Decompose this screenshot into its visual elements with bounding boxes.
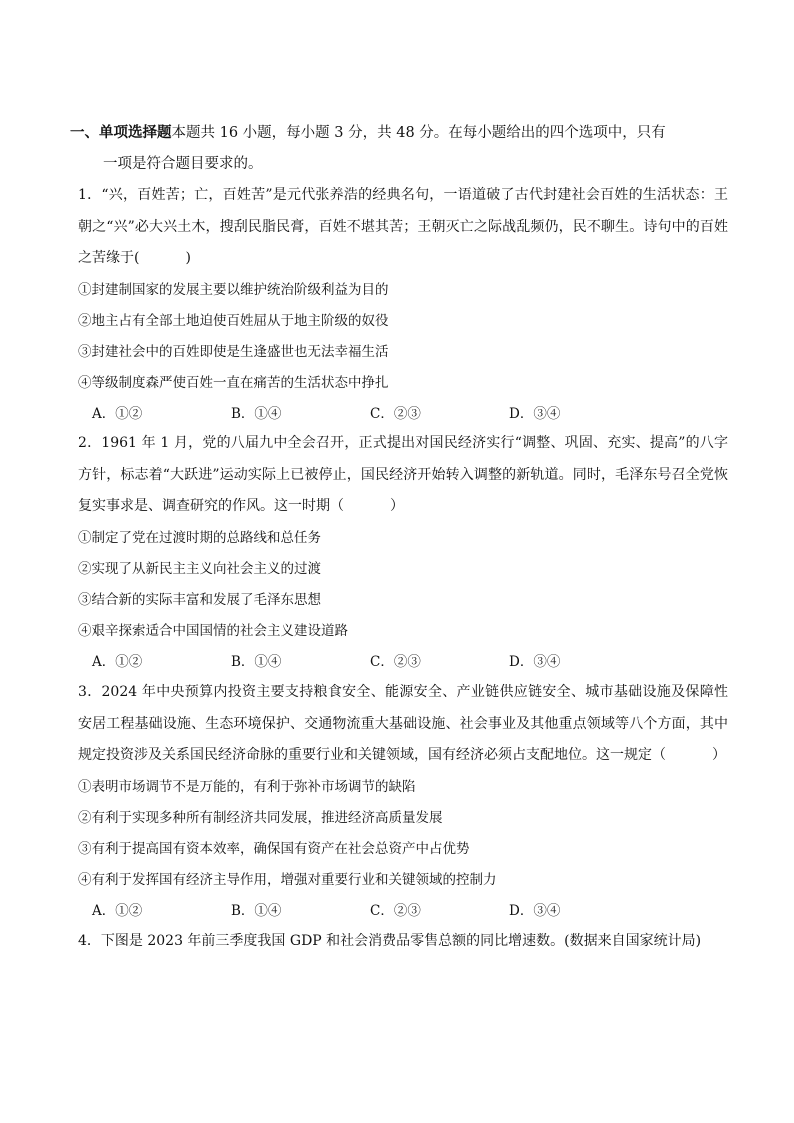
option-statement-2: ②地主占有全部土地迫使百姓屈从于地主阶级的奴役 <box>78 312 389 329</box>
question-4 <box>78 926 728 958</box>
answer-choices <box>78 399 728 430</box>
choice-b[interactable]: B．①④ <box>231 903 282 920</box>
choice-c[interactable]: C．②③ <box>370 406 421 423</box>
option-statement-1: ①封建制国家的发展主要以维护统治阶级利益为目的 <box>78 281 389 298</box>
choice-d[interactable]: D．③④ <box>509 654 561 671</box>
choice-d[interactable]: D．③④ <box>509 406 561 423</box>
section-description-cont: 一项是符合题目要求的。 <box>103 156 263 172</box>
option-statement-3: ③有利于提高国有资本效率，确保国有资产在社会总资产中占优势 <box>78 840 470 857</box>
choice-a[interactable]: A．①② <box>92 903 143 920</box>
choice-c[interactable]: C．②③ <box>370 903 421 920</box>
question-3 <box>78 677 728 927</box>
option-statement-4: ④等级制度森严使百姓一直在痛苦的生活状态中挣扎 <box>78 375 389 392</box>
option-statement-3: ③结合新的实际丰富和发展了毛泽东思想 <box>78 591 321 608</box>
section-description: 本题共 16 小题，每小题 3 分，共 48 分。在每小题给出的四个选项中，只有 <box>171 125 666 141</box>
question-stem: 2．1961 年 1 月，党的八届九中全会召开，正式提出对国民经济实行“调整、巩固、充实、提高”的八字方针，标志着“大跃进”运动实际上已被停止，国民经济开始转入调整的新轨道。同时，毛泽东号召全党恢复实事求是、调查研究的作风。这一时期（ ） <box>78 435 728 514</box>
question-stem: 1．“兴，百姓苦；亡，百姓苦”是元代张养浩的经典名句，一语道破了古代封建社会百姓的生活状态：王朝之“兴”必大兴土木，搜刮民脂民膏，百姓不堪其苦；王朝灭亡之际战乱频仍，民不聊生。诗句中的百姓之苦缘于( ) <box>78 187 728 266</box>
choice-a[interactable]: A．①② <box>92 406 143 423</box>
question-2 <box>78 428 728 678</box>
choice-a[interactable]: A．①② <box>92 654 143 671</box>
answer-choices <box>78 896 728 927</box>
question-1 <box>78 180 728 430</box>
option-statement-1: ①表明市场调节不是万能的，有利于弥补市场调节的缺陷 <box>78 778 416 795</box>
choice-b[interactable]: B．①④ <box>231 406 282 423</box>
option-statement-1: ①制定了党在过渡时期的总路线和总任务 <box>78 529 321 546</box>
option-statement-4: ④艰辛探索适合中国国情的社会主义建设道路 <box>78 623 348 640</box>
answer-choices <box>78 647 728 678</box>
choice-b[interactable]: B．①④ <box>231 654 282 671</box>
section-title: 一、单项选择题 <box>70 125 172 141</box>
section-heading <box>70 118 730 180</box>
option-statement-2: ②实现了从新民主主义向社会主义的过渡 <box>78 560 321 577</box>
option-statement-3: ③封建社会中的百姓即使是生逢盛世也无法幸福生活 <box>78 343 389 360</box>
choice-d[interactable]: D．③④ <box>509 903 561 920</box>
choice-c[interactable]: C．②③ <box>370 654 421 671</box>
question-stem: 3．2024 年中央预算内投资主要支持粮食安全、能源安全、产业链供应链安全、城市基础设施及保障性安居工程基础设施、生态环境保护、交通物流重大基础设施、社会事业及其他重点领域等八个方面，其中规定投资涉及关系国民经济命脉的重要行业和关键领域，国有经济必须占支配地位。这一规定（ ） <box>78 684 728 763</box>
option-statement-4: ④有利于发挥国有经济主导作用，增强对重要行业和关键领域的控制力 <box>78 872 497 889</box>
question-stem: 4．下图是 2023 年前三季度我国 GDP 和社会消费品零售总额的同比增速数。(数据来自国家统计局) <box>78 933 702 949</box>
option-statement-2: ②有利于实现多种所有制经济共同发展，推进经济高质量发展 <box>78 809 443 826</box>
